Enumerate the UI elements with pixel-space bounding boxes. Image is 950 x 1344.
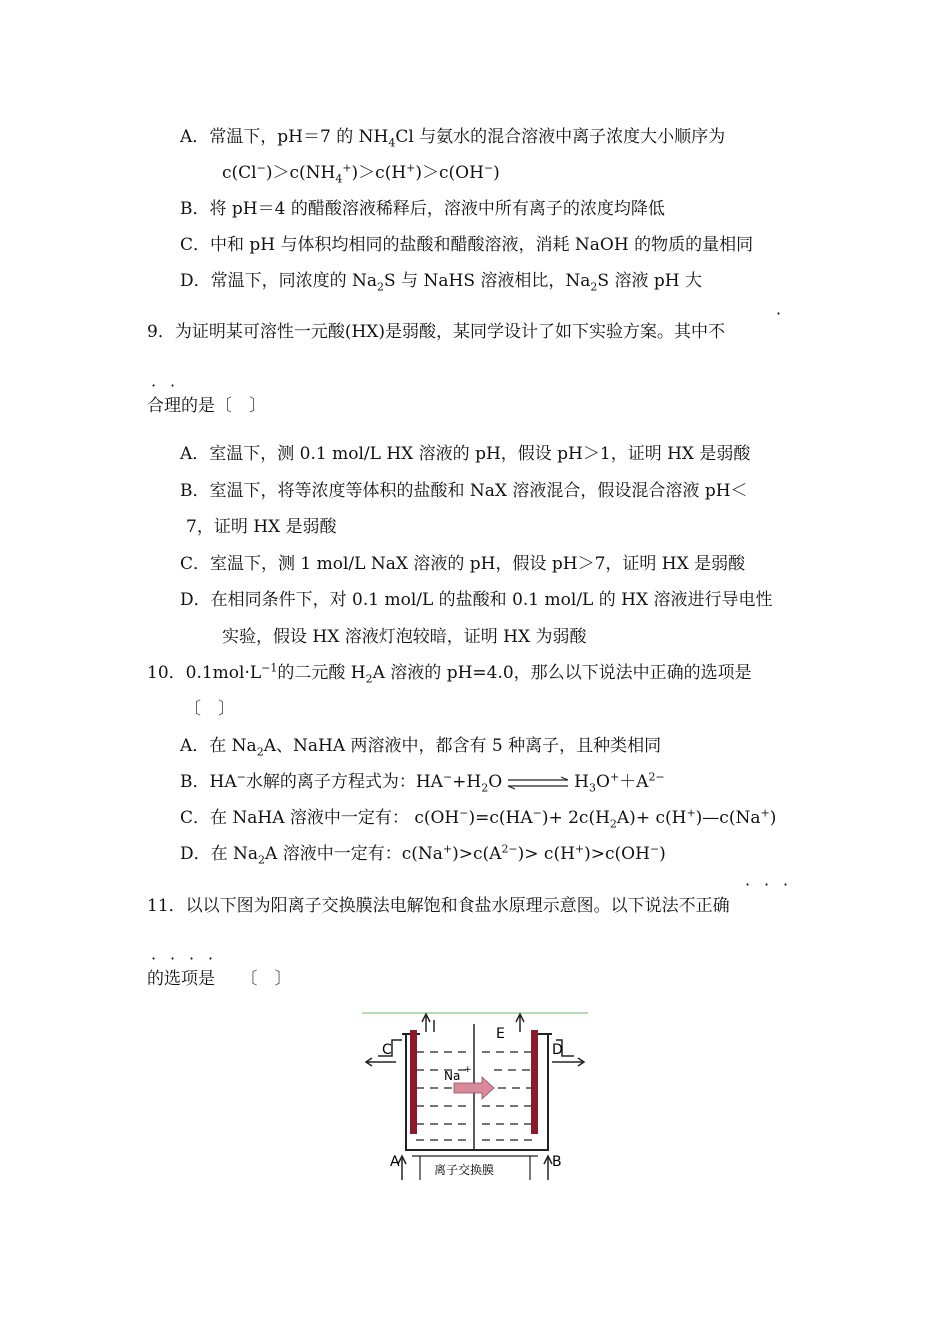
q10-answer-paren: 〔 〕 bbox=[184, 699, 235, 719]
emphasis-dot: · bbox=[764, 875, 770, 894]
q9-option-b-line2: 7，证明 HX 是弱酸 bbox=[186, 517, 337, 537]
q10-option-a: A．在 $Na_2A$、NaHA 两溶液中，都含有 5 种离子，且种类相同 bbox=[180, 736, 662, 759]
q9-stem-line1: 9．为证明某可溶性一元酸(HX)是弱酸，某同学设计了如下实验方案。其中不 bbox=[147, 322, 726, 342]
q8-option-d: D．常温下，同浓度的 $Na_2S$ 与 NaHS 溶液相比，$Na_2S$ 溶液 pH 大 bbox=[180, 271, 702, 294]
emphasis-dot: · bbox=[189, 949, 195, 968]
q10-option-c: C．在 NaHA 溶液中一定有： $c(OH^-)=c(HA^-)+ 2c(H_2A)+$ c(H+)—c(Na+) bbox=[180, 806, 777, 831]
left-electrode bbox=[410, 1030, 417, 1134]
emphasis-dot: · bbox=[745, 875, 751, 894]
q10-option-b: B．HA−水解的离子方程式为：$HA^-+H_2O$ $H_3O^++A^{2-}$ bbox=[180, 770, 665, 795]
emphasis-dot: · bbox=[151, 376, 157, 395]
emphasis-dot: · bbox=[208, 949, 214, 968]
label-c: C bbox=[382, 1042, 392, 1058]
emphasis-dot: · bbox=[776, 304, 782, 323]
q10-stem: 10．$0.1mol\cdot L^{-1}$的二元酸 $H_2A$ 溶液的 pH=4.0，那么以下说法中正确的选项是 bbox=[147, 661, 752, 686]
label-d: D bbox=[552, 1042, 563, 1058]
q8-option-a-line1: A．常温下，pH＝7 的 $NH_4Cl$ 与氨水的混合溶液中离子浓度大小顺序为 bbox=[180, 127, 726, 150]
q9-option-a: A．室温下，测 0.1 mol/L HX 溶液的 pH，假设 pH＞1，证明 HX 是弱酸 bbox=[180, 444, 751, 464]
equilibrium-arrow-icon bbox=[506, 776, 570, 790]
liquid-dashes bbox=[416, 1052, 538, 1140]
electrolysis-cell-diagram bbox=[362, 1010, 588, 1182]
emphasis-dot: · bbox=[783, 875, 789, 894]
q9-option-d-line2: 实验，假设 HX 溶液灯泡较暗，证明 HX 为弱酸 bbox=[222, 627, 587, 647]
q11-stem-line1: 11．以以下图为阳离子交换膜法电解饱和食盐水原理示意图。以下说法不正确 bbox=[147, 896, 730, 916]
q9-stem-line2: 合理的是〔 〕 bbox=[147, 396, 266, 416]
q8-option-a-line2: $c(Cl^-)>c(NH_4^+)>c(H^+)>c(OH^-)$ bbox=[222, 161, 500, 186]
q9-option-b-line1: B．室温下，将等浓度等体积的盐酸和 NaX 溶液混合，假设混合溶液 pH＜ bbox=[180, 481, 748, 501]
right-electrode bbox=[531, 1030, 538, 1134]
label-a: A bbox=[390, 1154, 400, 1170]
ion-label: Na bbox=[444, 1069, 461, 1083]
membrane-label: 离子交换膜 bbox=[434, 1163, 495, 1177]
emphasis-dot: · bbox=[170, 376, 176, 395]
q9-option-c: C．室温下，测 1 mol/L NaX 溶液的 pH，假设 pH＞7，证明 HX 是弱酸 bbox=[180, 554, 746, 574]
q8-option-c: C．中和 pH 与体积均相同的盐酸和醋酸溶液，消耗 NaOH 的物质的量相同 bbox=[180, 235, 754, 255]
q8-option-b: B．将 pH＝4 的醋酸溶液稀释后，溶液中所有离子的浓度均降低 bbox=[180, 199, 665, 219]
ion-charge: + bbox=[464, 1065, 472, 1075]
emphasis-dot: · bbox=[170, 949, 176, 968]
q10-option-d: D．在 $Na_2A$ 溶液中一定有：$c(Na^+)>c(A^{2-})> c(H^+)>c(OH^-)$ bbox=[180, 842, 666, 867]
label-e: E bbox=[496, 1026, 505, 1042]
q9-option-d-line1: D．在相同条件下，对 0.1 mol/L 的盐酸和 0.1 mol/L 的 HX 溶液进行导电性 bbox=[180, 590, 773, 610]
q11-stem-line2: 的选项是 〔 〕 bbox=[147, 969, 292, 989]
emphasis-dot: · bbox=[151, 949, 157, 968]
label-b: B bbox=[552, 1154, 562, 1170]
